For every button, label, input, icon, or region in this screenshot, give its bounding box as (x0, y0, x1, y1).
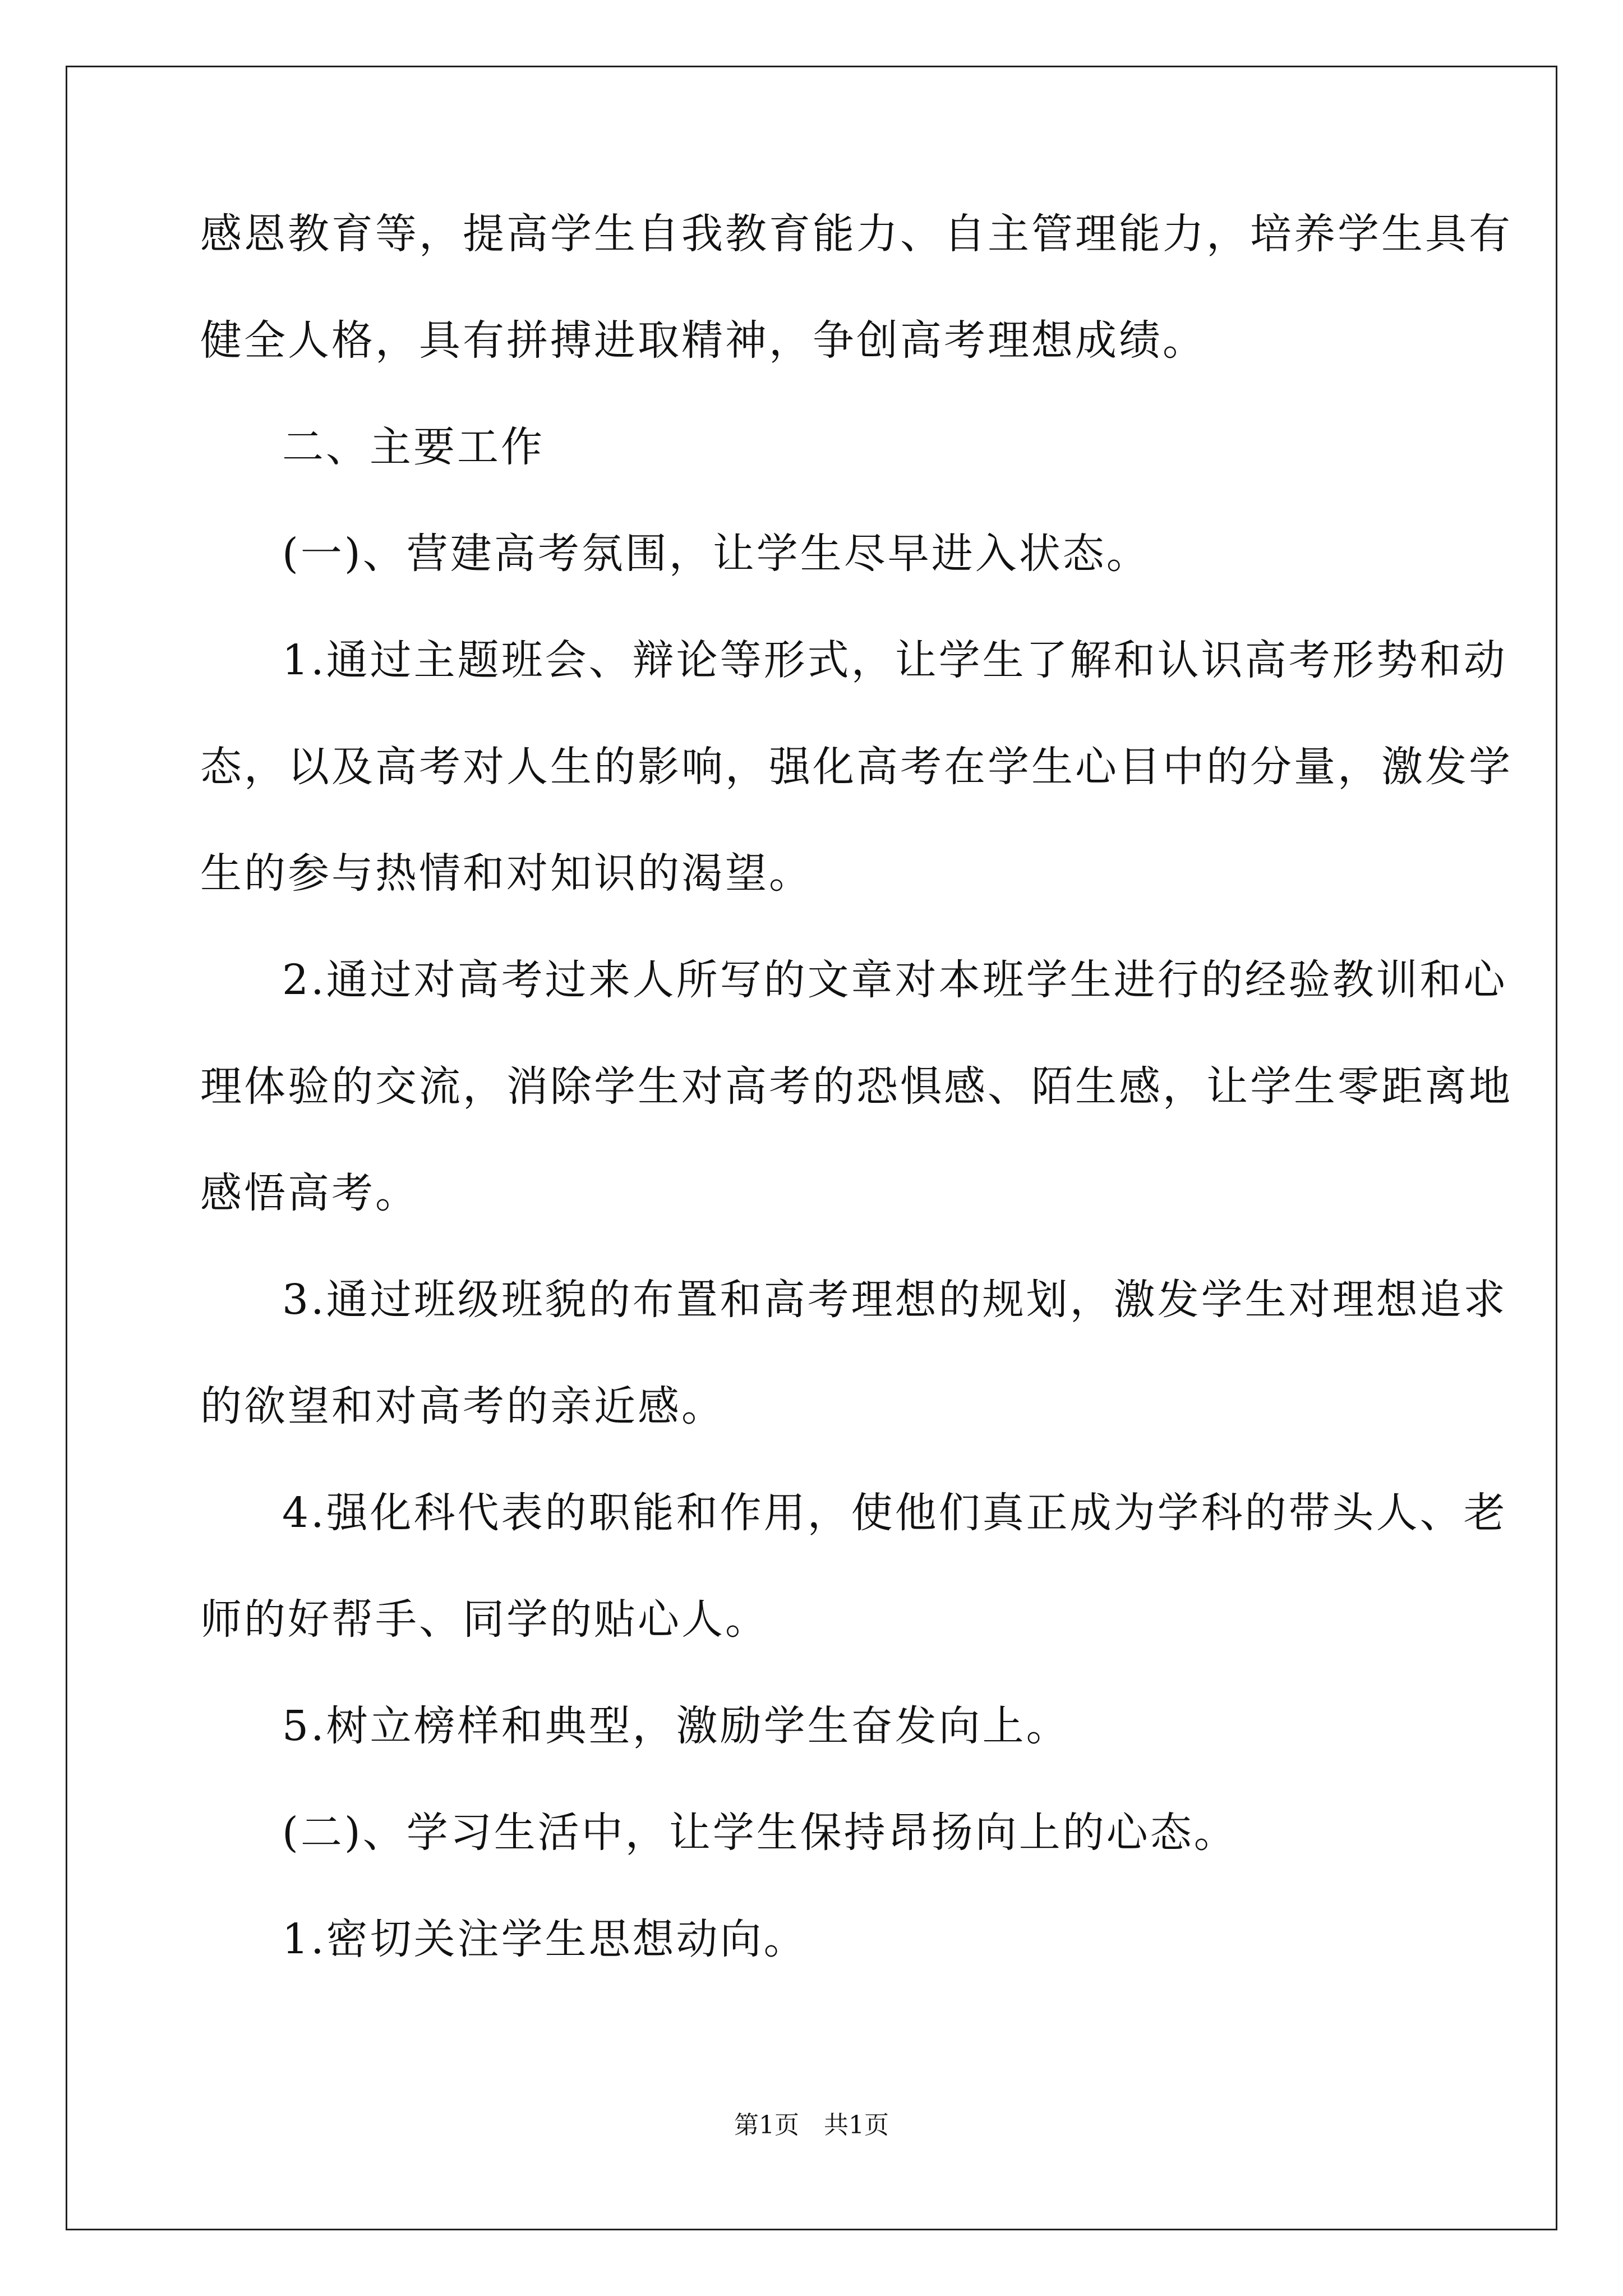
paragraph-line: 理体验的交流，消除学生对高考的恐惧感、陌生感，让学生零距离地 (200, 1062, 1513, 1111)
paragraph-line: 4.强化科代表的职能和作用，使他们真正成为学科的带头人、老 (282, 1489, 1507, 1537)
paragraph-line: 3.通过班级班貌的布置和高考理想的规划，激发学生对理想追求 (282, 1276, 1507, 1324)
subsection-heading: (一)、营建高考氛围，让学生尽早进入状态。 (282, 530, 1150, 578)
subsection-heading: (二)、学习生活中，让学生保持昂扬向上的心态。 (282, 1809, 1238, 1857)
paragraph-line: 生的参与热情和对知识的渴望。 (200, 849, 813, 898)
section-heading: 二、主要工作 (282, 423, 545, 471)
paragraph-line: 1.通过主题班会、辩论等形式，让学生了解和认识高考形势和动 (282, 636, 1507, 684)
paragraph-line: 态，以及高考对人生的影响，强化高考在学生心目中的分量，激发学 (200, 743, 1513, 791)
paragraph-line: 5.树立榜样和典型，激励学生奋发向上。 (282, 1702, 1070, 1750)
paragraph-line: 师的好帮手、同学的贴心人。 (200, 1595, 769, 1644)
page-border (66, 66, 1557, 2230)
paragraph-line: 的欲望和对高考的亲近感。 (200, 1382, 725, 1430)
page-number-footer: 第1页 共1页 (734, 2111, 889, 2139)
paragraph-line: 1.密切关注学生思想动向。 (282, 1915, 808, 1963)
paragraph-line: 2.通过对高考过来人所写的文章对本班学生进行的经验教训和心 (282, 956, 1507, 1004)
paragraph-line: 感恩教育等，提高学生自我教育能力、自主管理能力，培养学生具有 (200, 210, 1513, 258)
paragraph-line: 感悟高考。 (200, 1169, 419, 1217)
paragraph-line: 健全人格，具有拼搏进取精神，争创高考理想成绩。 (200, 316, 1206, 365)
